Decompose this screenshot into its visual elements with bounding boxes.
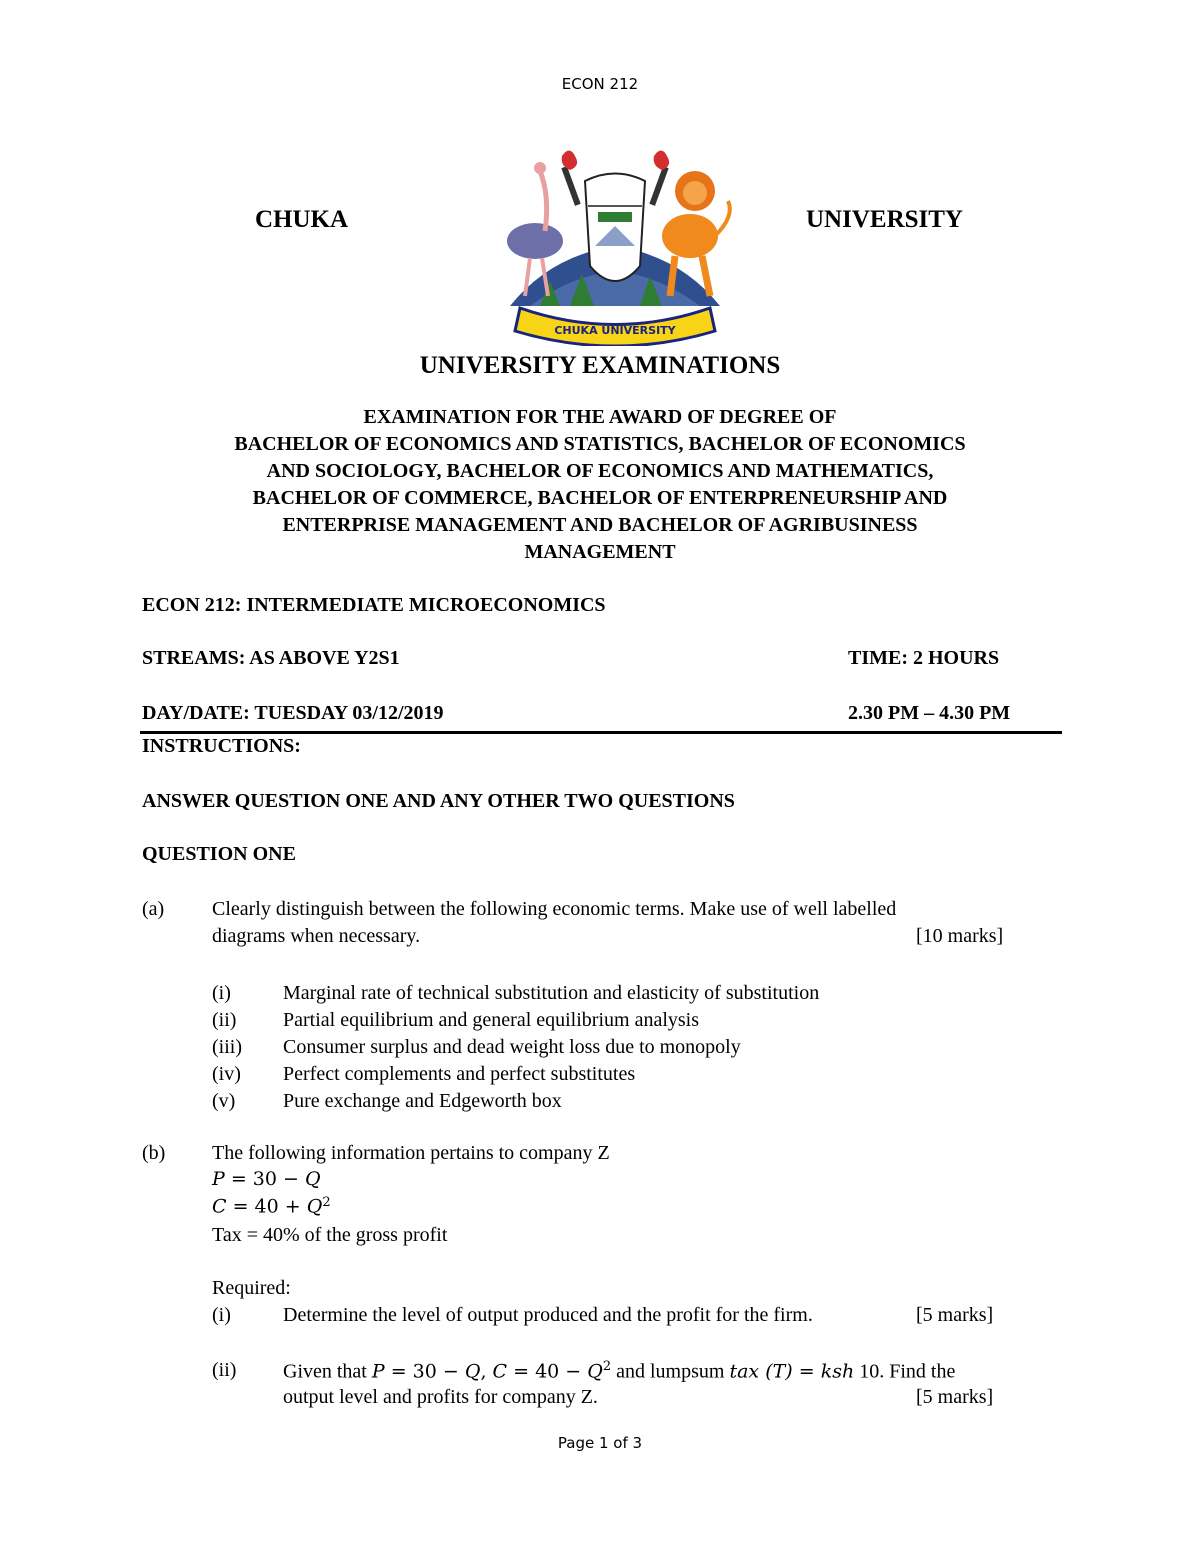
page-number: Page 1 of 3 (557, 1434, 643, 1452)
award-line: ENTERPRISE MANAGEMENT AND BACHELOR OF AGRIBUSINESS (282, 514, 918, 536)
award-line: MANAGEMENT (524, 541, 676, 563)
title-chuka: CHUKA (255, 206, 349, 233)
part-b-i-marks: [5 marks] (916, 1304, 994, 1326)
list-item: (v) Pure exchange and Edgeworth box (212, 1090, 562, 1112)
instruction-text: ANSWER QUESTION ONE AND ANY OTHER TWO QUESTIONS (142, 790, 735, 812)
part-a-line1: Clearly distinguish between the following economic terms. Make use of well labelled (212, 898, 897, 920)
exam-day-date: DAY/DATE: TUESDAY 03/12/2019 (142, 702, 444, 724)
award-line: AND SOCIOLOGY, BACHELOR OF ECONOMICS AND MATHEMATICS, (266, 460, 934, 482)
question-one-heading: QUESTION ONE (142, 843, 296, 865)
part-b-i-num: (i) (212, 1304, 231, 1326)
list-item: (iv) Perfect complements and perfect substitutes (212, 1063, 636, 1085)
instructions-label: INSTRUCTIONS: (142, 735, 301, 757)
part-b-ii-line1: Given that P = 30 − Q, $C = 40 - Q^2$ and lumpsum tax (T) = ksh 10. Find the (283, 1359, 956, 1383)
part-b-i-text: Determine the level of output produced and the profit for the firm. (283, 1304, 813, 1326)
horizontal-rule (140, 731, 1062, 734)
equation-cost: $C = 40 + Q^2$ (212, 1195, 331, 1218)
part-b-label: (b) (142, 1142, 166, 1164)
course-title: ECON 212: INTERMEDIATE MICROECONOMICS (142, 594, 606, 616)
award-line: BACHELOR OF ECONOMICS AND STATISTICS, BACHELOR OF ECONOMICS (234, 433, 966, 455)
equation-price: P = 30 − Q (212, 1168, 321, 1190)
list-item: (i) Marginal rate of technical substitution and elasticity of substitution (212, 982, 820, 1004)
university-crest-logo (490, 146, 740, 346)
part-b-ii-marks: [5 marks] (916, 1386, 994, 1408)
exam-duration: TIME: 2 HOURS (848, 647, 1000, 669)
required-label: Required: (212, 1277, 291, 1299)
part-b-intro: The following information pertains to company Z (212, 1142, 610, 1164)
streams: STREAMS: AS ABOVE Y2S1 (142, 647, 400, 669)
award-line: EXAMINATION FOR THE AWARD OF DEGREE OF (363, 406, 837, 428)
part-b-ii-line2: output level and profits for company Z. (283, 1386, 598, 1408)
part-a-items (212, 980, 819, 1115)
page-header-course-code: ECON 212 (561, 75, 639, 93)
exam-time-range: 2.30 PM – 4.30 PM (848, 702, 1011, 724)
award-line: BACHELOR OF COMMERCE, BACHELOR OF ENTERPRENEURSHIP AND (252, 487, 948, 509)
part-b-ii-num: (ii) (212, 1359, 237, 1381)
list-item: (iii) Consumer surplus and dead weight loss due to monopoly (212, 1036, 741, 1058)
crest-banner-text: CHUKA UNIVERSITY (554, 324, 676, 337)
part-a-line2: diagrams when necessary. (212, 925, 421, 947)
part-a-label: (a) (142, 898, 165, 920)
exam-title: UNIVERSITY EXAMINATIONS (419, 352, 781, 379)
list-item: (ii) Partial equilibrium and general equilibrium analysis (212, 1009, 700, 1031)
title-university: UNIVERSITY (806, 206, 963, 233)
award-block (0, 404, 1200, 566)
tax-rule: Tax = 40% of the gross profit (212, 1224, 448, 1246)
part-a-marks: [10 marks] (916, 925, 1004, 947)
